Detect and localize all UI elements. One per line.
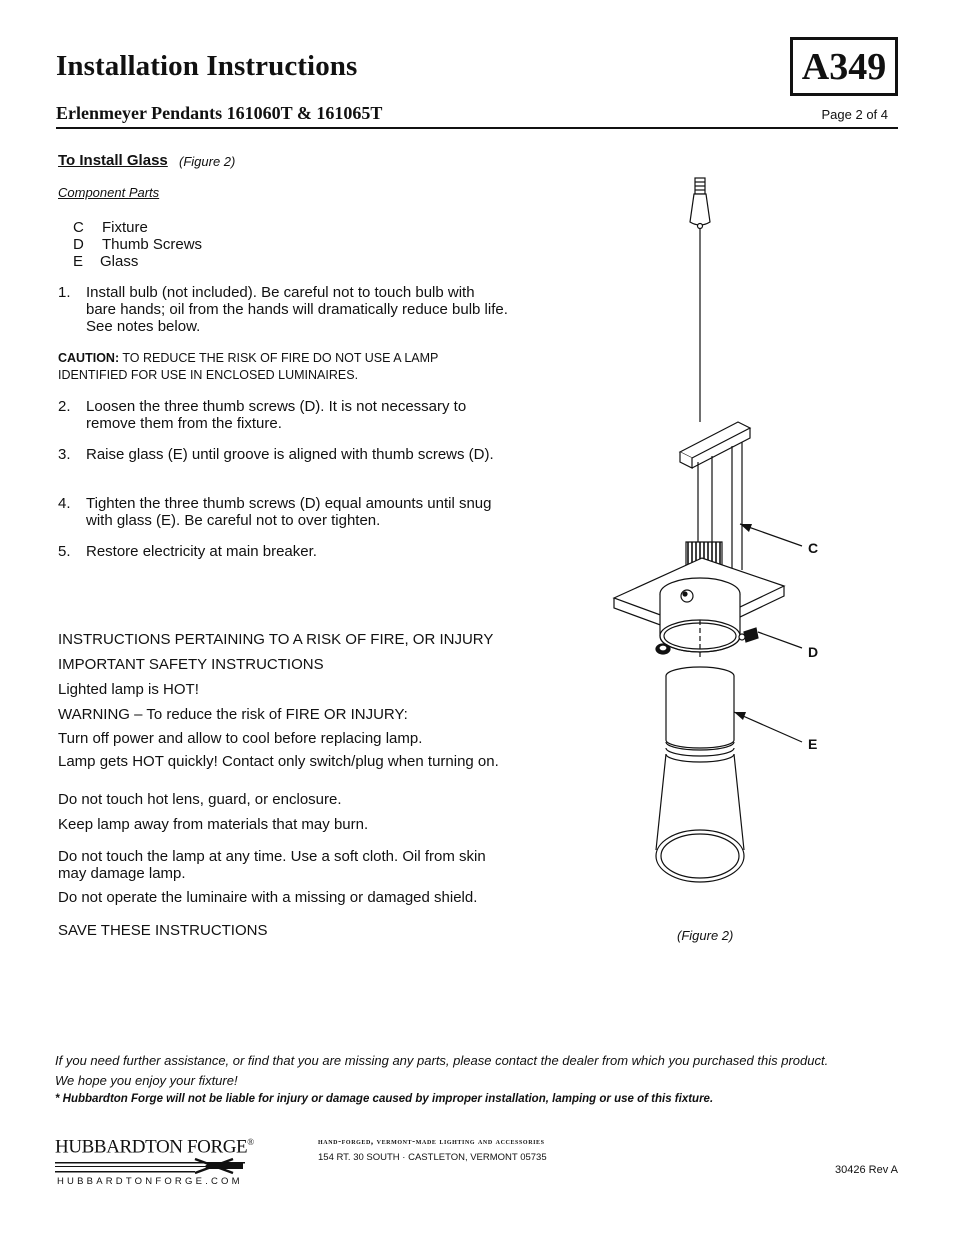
page-subtitle: Erlenmeyer Pendants 161060T & 161065T bbox=[56, 103, 383, 123]
part-letter: D bbox=[73, 236, 84, 253]
figure-caption: (Figure 2) bbox=[677, 928, 734, 943]
safety-line: Lamp gets HOT quickly! Contact only switch/plug when turning on. bbox=[58, 753, 499, 770]
arrow-e bbox=[734, 712, 746, 720]
cord-grip bbox=[690, 178, 710, 229]
step-number: 5. bbox=[58, 543, 71, 560]
step-text: Raise glass (E) until groove is aligned with thumb screws (D). bbox=[86, 446, 494, 463]
brand-name: HUBBARDTON FORGE bbox=[55, 1136, 248, 1158]
liability-disclaimer: * Hubbardton Forge will not be liable for injury or damage caused by improper installation, lamping or use of this fixture. bbox=[55, 1093, 714, 1105]
part-name: Fixture bbox=[102, 219, 148, 236]
top-bracket bbox=[680, 422, 750, 468]
brand-url[interactable]: HUBBARDTONFORGE.COM bbox=[57, 1176, 243, 1187]
part-item bbox=[73, 236, 203, 253]
safety-line: WARNING – To reduce the risk of FIRE OR INJURY: bbox=[58, 706, 408, 723]
step-item bbox=[58, 543, 508, 560]
section-title: To Install Glass bbox=[58, 152, 168, 169]
part-letter: C bbox=[73, 219, 84, 236]
step-text: Restore electricity at main breaker. bbox=[86, 543, 317, 560]
forge-mark-icon bbox=[55, 1157, 245, 1175]
step-number: 2. bbox=[58, 398, 71, 415]
part-item bbox=[73, 253, 139, 270]
page-number: Page 2 of 4 bbox=[821, 107, 888, 122]
safety-line: IMPORTANT SAFETY INSTRUCTIONS bbox=[58, 656, 324, 673]
safety-line: SAVE THESE INSTRUCTIONS bbox=[58, 922, 268, 939]
callout-label-e: E bbox=[808, 736, 818, 752]
step-number: 4. bbox=[58, 495, 71, 512]
step-number: 3. bbox=[58, 446, 71, 463]
part-name: Glass bbox=[100, 253, 139, 270]
step-text: Loosen the three thumb screws (D). It is not necessary to remove them from the fixture. bbox=[86, 398, 467, 432]
step-item bbox=[58, 284, 508, 335]
step-item bbox=[58, 398, 508, 432]
part-name: Thumb Screws bbox=[102, 236, 203, 253]
brand-logo bbox=[55, 1132, 254, 1180]
safety-line: Lighted lamp is HOT! bbox=[58, 681, 199, 698]
step-text: Tighten the three thumb screws (D) equal amounts until snug with glass (E). Be careful not to over tighten. bbox=[86, 495, 492, 529]
assistance-note: If you need further assistance, or find that you are missing any parts, please contact the dealer from which you purchased this product. bbox=[55, 1053, 829, 1068]
safety-line: Turn off power and allow to cool before replacing lamp. bbox=[58, 730, 423, 747]
caution-label: CAUTION: bbox=[58, 351, 120, 365]
caution-text: TO REDUCE THE RISK OF FIRE DO NOT USE A LAMP IDENTIFIED FOR USE IN ENCLOSED LUMINAIRES. bbox=[58, 351, 439, 382]
socket-cup bbox=[660, 578, 740, 660]
safety-line: INSTRUCTIONS PERTAINING TO A RISK OF FIRE, OR INJURY bbox=[58, 631, 494, 648]
step-item bbox=[58, 495, 508, 529]
brand-address: 154 RT. 30 SOUTH · CASTLETON, VERMONT 05735 bbox=[318, 1152, 547, 1163]
step-number: 1. bbox=[58, 284, 71, 301]
pendant-illustration bbox=[590, 170, 850, 900]
page-title: Installation Instructions bbox=[56, 50, 358, 82]
safety-line: Do not operate the luminaire with a missing or damaged shield. bbox=[58, 889, 478, 906]
section-figure-ref: (Figure 2) bbox=[179, 154, 236, 169]
safety-line: Keep lamp away from materials that may burn. bbox=[58, 816, 369, 833]
component-parts-title: Component Parts bbox=[58, 185, 160, 200]
part-item bbox=[73, 219, 148, 236]
document-code-box bbox=[790, 37, 898, 96]
caution-note bbox=[58, 350, 508, 384]
callout-label-d: D bbox=[808, 644, 819, 660]
safety-line: Do not touch hot lens, guard, or enclosure. bbox=[58, 791, 342, 808]
brand-registered-mark: ® bbox=[247, 1137, 254, 1147]
brand-tagline: hand-forged, vermont-made lighting and accessories bbox=[318, 1136, 545, 1146]
step-text: Install bulb (not included). Be careful not to touch bulb with bare hands; oil from the hands will dramatically reduce bulb life. See notes below. bbox=[86, 284, 508, 335]
callout-label-c: C bbox=[808, 540, 819, 556]
step-item bbox=[58, 446, 508, 463]
part-letter: E bbox=[73, 253, 84, 270]
enjoy-note: We hope you enjoy your fixture! bbox=[55, 1073, 238, 1088]
header-rule bbox=[56, 127, 898, 129]
glass-shade bbox=[656, 667, 744, 882]
safety-line: Do not touch the lamp at any time. Use a soft cloth. Oil from skin may damage lamp. bbox=[58, 848, 486, 882]
document-code: A349 bbox=[801, 45, 887, 88]
document-revision: 30426 Rev A bbox=[835, 1164, 898, 1176]
